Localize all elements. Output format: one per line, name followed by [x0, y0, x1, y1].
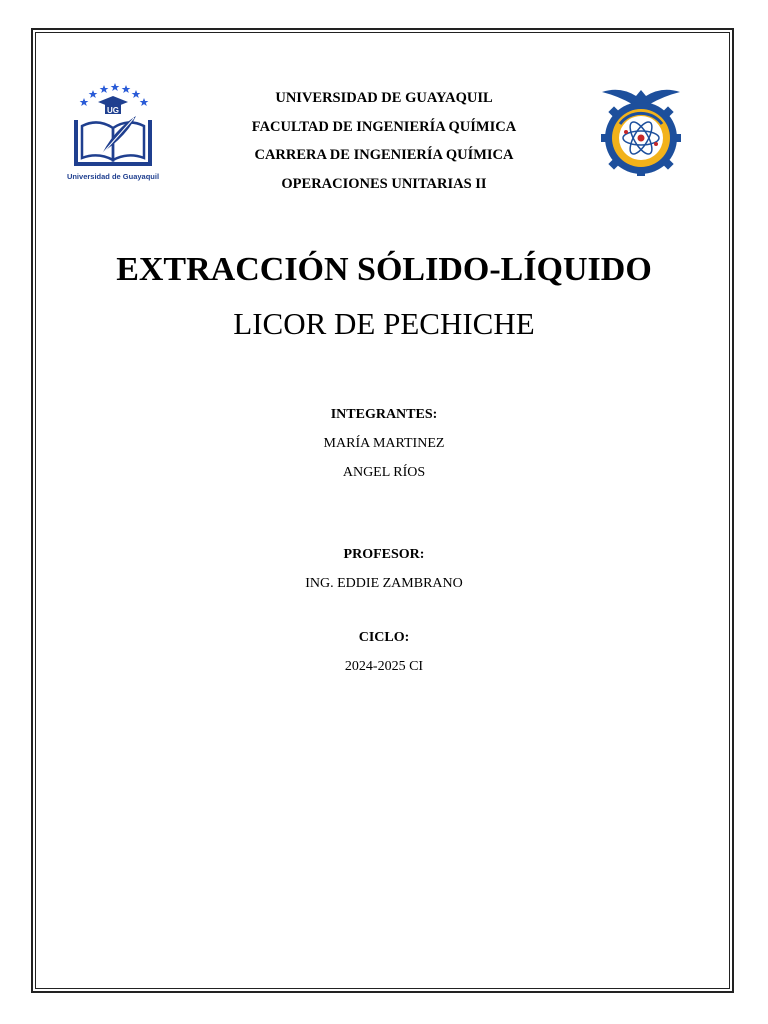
course-name: OPERACIONES UNITARIAS II — [281, 175, 487, 192]
members-section — [184, 400, 584, 487]
institution-header — [184, 84, 584, 198]
member-name: ANGEL RÍOS — [342, 465, 426, 480]
professor-name: ING. EDDIE ZAMBRANO — [305, 576, 463, 591]
ug-book-quill-logo-icon — [62, 80, 164, 172]
university-logo-caption: Universidad de Guayaquil — [66, 172, 160, 181]
university-name: UNIVERSIDAD DE GUAYAQUIL — [275, 90, 493, 106]
career-name: CARRERA DE INGENIERÍA QUÍMICA — [254, 147, 514, 163]
chemical-engineering-gear-seal-icon — [598, 84, 684, 176]
cycle-section — [184, 623, 584, 681]
member-name: MARÍA MARTINEZ — [323, 436, 445, 451]
cycle-value: 2024-2025 CI — [344, 659, 424, 674]
faculty-name: FACULTAD DE INGENIERÍA QUÍMICA — [251, 118, 517, 135]
cycle-label: CICLO: — [358, 630, 410, 645]
document-title: EXTRACCIÓN SÓLIDO-LÍQUIDO — [116, 251, 652, 288]
document-subtitle: LICOR DE PECHICHE — [233, 306, 535, 341]
professor-section — [184, 540, 584, 598]
members-label: INTEGRANTES: — [330, 407, 438, 422]
faculty-seal — [598, 84, 684, 176]
professor-label: PROFESOR: — [343, 547, 425, 562]
svg-text:UG: UG — [107, 106, 119, 115]
university-logo — [62, 80, 164, 184]
